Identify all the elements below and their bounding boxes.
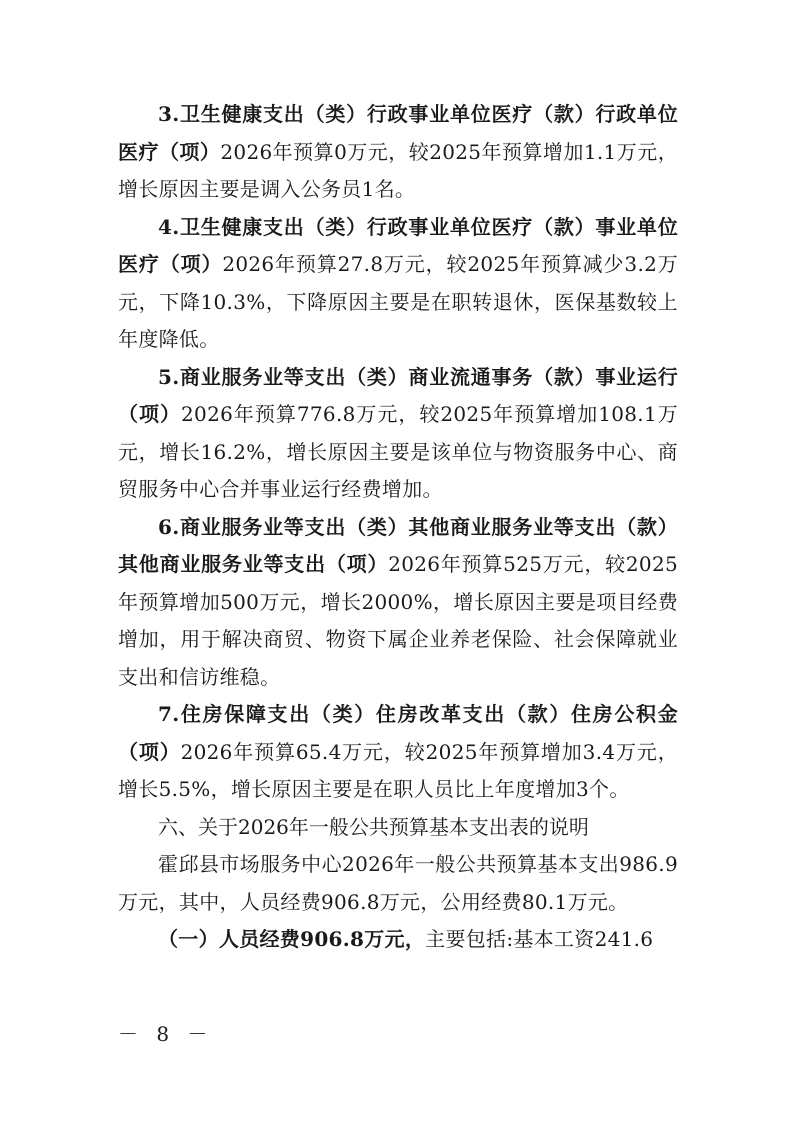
paragraph-item-4 <box>118 209 678 359</box>
personnel-title: （一）人员经费906.8万元， <box>158 927 426 951</box>
paragraph-item-5 <box>118 359 678 509</box>
item-5-body: 2026年预算776.8万元，较2025年预算增加108.1万元，增长16.2%，增长原因主要是该单位与物资服务中心、商贸服务中心合并事业运行经费增加。 <box>118 402 678 501</box>
item-4-title: 4.卫生健康支出（类）行政事业单位医疗（款）事业单位医疗（项） <box>118 214 678 276</box>
section-heading: 六、关于2026年一般公共预算基本支出表的说明 <box>158 814 589 839</box>
item-3-title: 3.卫生健康支出（类）行政事业单位医疗（款）行政单位医疗（项） <box>118 102 678 164</box>
document-page <box>118 96 678 959</box>
item-4-body: 2026年预算27.8万元，较2025年预算减少3.2万元，下降10.3%，下降原因主要是在职转退休，医保基数较上年度降低。 <box>118 252 679 351</box>
paragraph-item-3 <box>118 96 678 209</box>
item-3-body: 2026年预算0万元，较2025年预算增加1.1万元，增长原因主要是调入公务员1名。 <box>118 139 678 201</box>
page-number: － 8 － <box>118 1022 214 1046</box>
summary-paragraph: 霍邱县市场服务中心2026年一般公共预算基本支出986.9万元，其中，人员经费906.8万元，公用经费80.1万元。 <box>118 852 678 914</box>
personnel-paragraph <box>118 921 678 959</box>
personnel-body: 主要包括:基本工资241.6 <box>425 927 654 951</box>
paragraph-item-6 <box>118 509 678 697</box>
paragraph-item-7 <box>118 696 678 809</box>
item-6-title: 6.商业服务业等支出（类）其他商业服务业等支出（款）其他商业服务业等支出（项） <box>118 514 678 576</box>
item-5-title: 5.商业服务业等支出（类）商业流通事务（款）事业运行（项） <box>118 364 678 426</box>
item-6-body: 2026年预算525万元，较2025年预算增加500万元，增长2000%，增长原因主要是项目经费增加，用于解决商贸、物资下属企业养老保险、社会保障就业支出和信访维稳。 <box>118 552 678 689</box>
item-7-title: 7.住房保障支出（类）住房改革支出（款）住房公积金（项） <box>118 702 678 764</box>
item-7-body: 2026年预算65.4万元，较2025年预算增加3.4万元，增长5.5%，增长原因主要是在职人员比上年度增加3个。 <box>118 739 678 801</box>
